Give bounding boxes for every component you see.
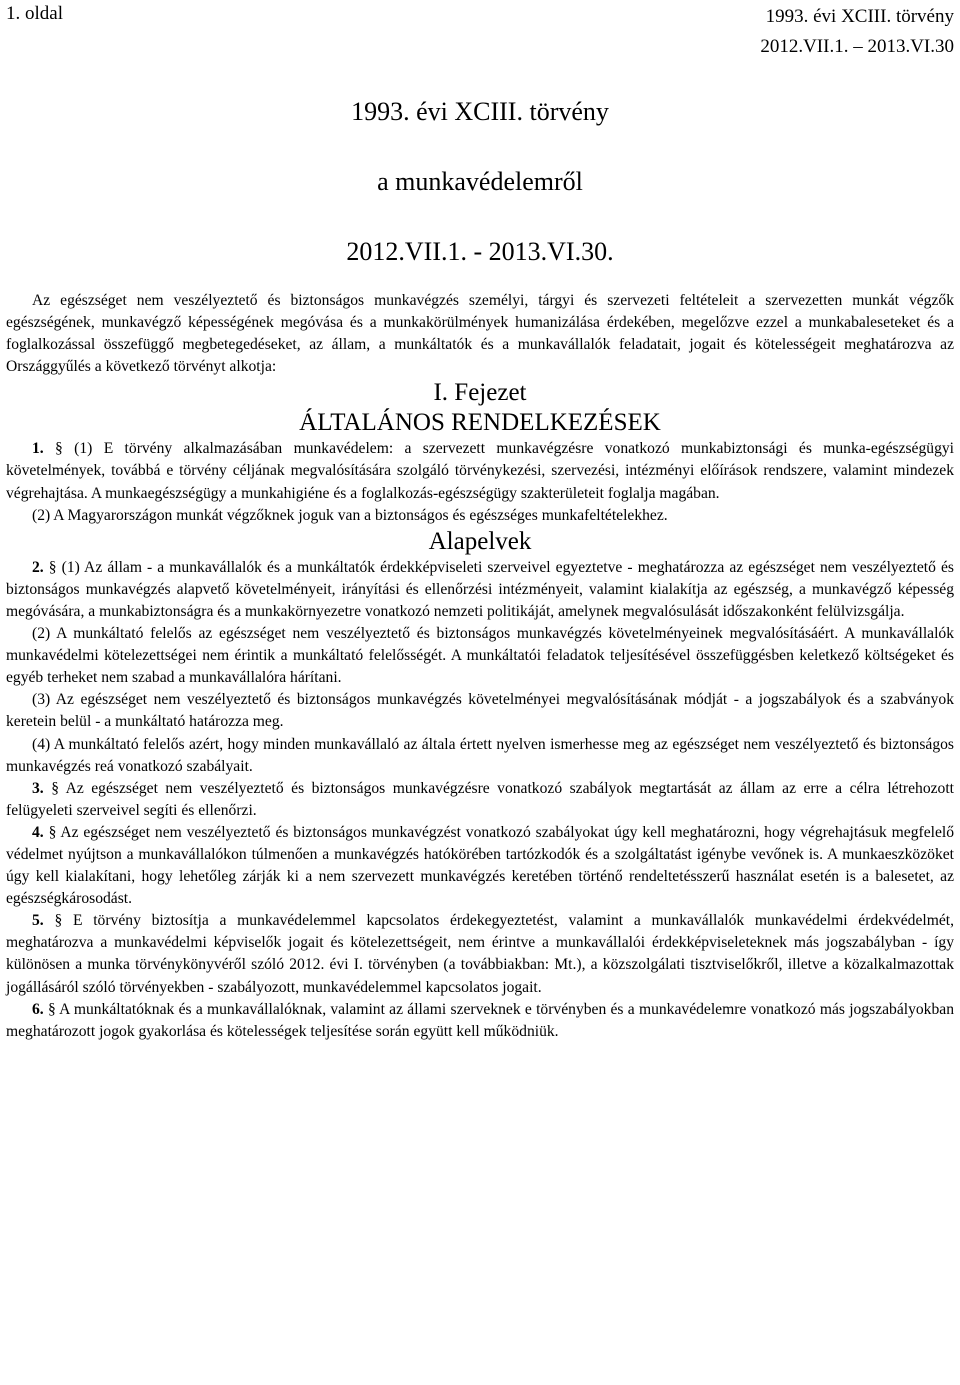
section-5 <box>6 910 954 998</box>
document-body <box>6 290 954 1043</box>
preamble: Az egészséget nem veszélyeztető és biztonságos munkavégzés személyi, tárgyi és szervezeti feltételeit a szervezetten munkát végzők egészségének, munkavégző képességének megóvása és a munkakörülmények humanizálása érdekében, megelőzve ezzel a munkabaleseteket és a foglalkozással összefüggő megbetegedéseket, az állam, a munkáltatók és a munkavállalók feladatait, jogait és kötelességeit meghatározva az Országgyűlés a következő törvényt alkotja: <box>6 292 954 376</box>
section-1-para-2: (2) A Magyarországon munkát végzőknek joguk van a biztonságos és egészséges munkafeltételekhez. <box>32 506 668 524</box>
section-text: § Az egészséget nem veszélyeztető és biztonságos munkavégzésre vonatkozó szabályok megtartását az állam az erre a célra létrehozott felügyeleti szerveivel segíti és ellenőrzi. <box>6 779 955 819</box>
section-2-para-3: (3) Az egészséget nem veszélyeztető és biztonságos munkavégzés követelményei megvalósításának módját - a jogszabályok és a szabványok keretein belül - a munkáltató határozza meg. <box>6 691 954 731</box>
section-text: § (1) E törvény alkalmazásában munkavédelem: a szervezett munkavégzésre vonatkozó munkabiztonsági és munka-egészségügyi követelmények, továbbá e törvény céljának megvalósítására szolgáló törvénykezési, szervezési, intézményi előírások rendszere, valamint mindezek végrehajtása. A munkaegészségügy a munkahigiéne és a foglalkozás-egészségügy szakterületeit foglalja magában. <box>6 440 954 502</box>
law-validity: 2012.VII.1. - 2013.VI.30. <box>346 237 614 266</box>
section-1-para-1 <box>6 438 954 504</box>
section-3 <box>6 778 954 822</box>
section-text: § Az egészséget nem veszélyeztető és biztonságos munkavégzést vonatkozó szabályokat úgy kell meghatározni, hogy végrehajtásuk megfelelő védelmet nyújtson a munkavállalókon túlmenően a munkavégzés hatókörében tartózkodók és a szolgáltatást igénybe vevőnek is. A munkaeszközöket úgy kell kialakítani, hogy lehetőleg zárják ki a nem szervezett munkavégzés keretében történő rendeltetésszerű használat esetén is a balesetet, az egészségkárosodást. <box>6 823 954 908</box>
section-text: § (1) Az állam - a munkavállalók és a munkáltatók érdekképviseleti szerveivel egyeztetve - meghatározza az egészséget nem veszélyeztető és biztonságos munkavégzés alapvető követelményeit, irányítási és ellenőrzési intézményeit, valamint kialakítja az egészség, a munkavégző képesség megóvására, a munkabiztonságra és a munkakörnyezetre vonatkozó nemzeti politikáját, amelynek megvalósulását időszakonként felülvizsgálja. <box>6 558 954 620</box>
section-number: 1. <box>32 440 44 458</box>
law-title: 1993. évi XCIII. törvény <box>351 97 609 126</box>
section-number: 2. <box>32 558 44 576</box>
section-6 <box>6 999 954 1043</box>
section-4 <box>6 822 954 910</box>
section-2-para-1 <box>6 557 954 623</box>
section-text: § E törvény biztosítja a munkavédelemmel kapcsolatos érdekegyeztetést, valamint a munkavállalók munkavédelmi érdekvédelmét, meghatározva a munkavédelmi képviselők jogait és kötelezettségeit, nem érintve a munkavállalói érdekképviseleteknek más jogszabályban - így különösen a munka törvénykönyvéről szóló 2012. évi I. törvényben (a továbbiakban: Mt.), a közszolgálati tisztviselőkről, illetve a közalkalmazottak jogállásáról szóló törvényekben - szabályozott, munkavédelemmel kapcsolatos jogait. <box>6 912 954 996</box>
section-text: § A munkáltatóknak és a munkavállalóknak, valamint az állami szerveknek e törvényben és a munkavédelemre vonatkozó más jogszabályokban meghatározott jogok gyakorlása és kötelességek teljesítése során együtt kell működniük. <box>6 1000 954 1040</box>
page-number-label: 1. oldal <box>6 3 63 24</box>
section-number: 3. <box>32 779 44 797</box>
section-2-para-2: (2) A munkáltató felelős az egészséget nem veszélyeztető és biztonságos munkavégzés követelményeinek megvalósításáért. A munkavállalók munkavédelmi kötelezettségei nem érintik a munkáltató felelősségét. A munkáltatói feladatok teljesítésével összefüggésben keletkező költségeket és egyéb terheket nem szabad a munkavállalóra hárítani. <box>6 625 954 687</box>
section-number: 4. <box>32 823 44 841</box>
header-law-ref: 1993. évi XCIII. törvény <box>765 6 954 27</box>
chapter-title: ÁLTALÁNOS RENDELKEZÉSEK <box>299 409 661 437</box>
principles-heading: Alapelvek <box>428 527 532 555</box>
chapter-number: I. Fejezet <box>433 379 527 407</box>
section-2-para-4: (4) A munkáltató felelős azért, hogy minden munkavállaló az általa értett nyelven ismerhesse meg az egészséget nem veszélyeztető és biztonságos munkavégzés reá vonatkozó szabályait. <box>6 735 954 775</box>
running-header <box>760 2 954 62</box>
law-subject: a munkavédelemről <box>377 167 583 196</box>
section-number: 6. <box>32 1000 44 1018</box>
header-date-range: 2012.VII.1. – 2013.VI.30 <box>760 36 954 57</box>
section-number: 5. <box>32 912 44 930</box>
